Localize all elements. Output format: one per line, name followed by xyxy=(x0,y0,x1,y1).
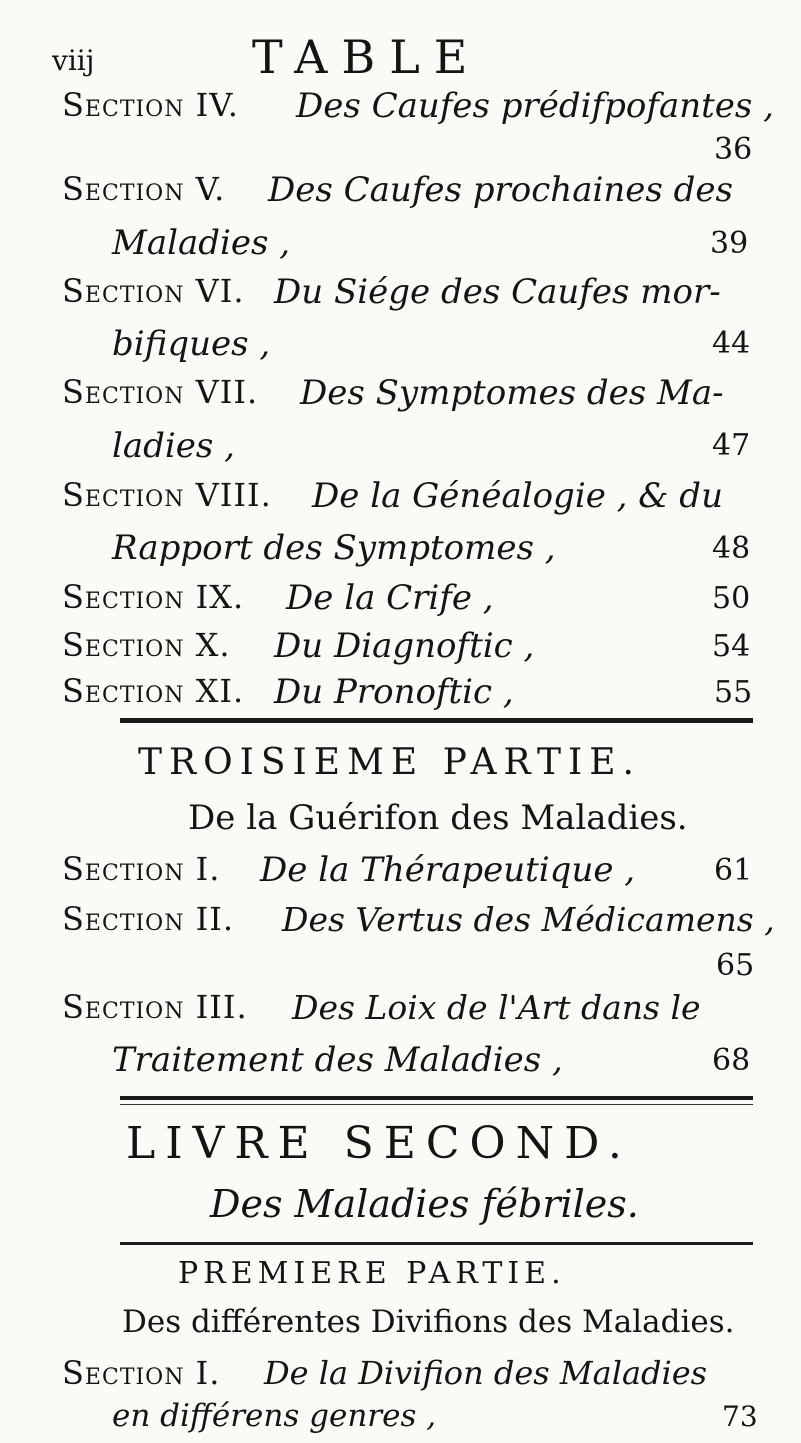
section-title: De la Divifion des Maladies xyxy=(264,1354,708,1392)
part-subtitle: Des différentes Divifions des Maladies. xyxy=(122,1304,735,1340)
section-label: Section X. xyxy=(62,626,231,664)
page-number: 47 xyxy=(712,428,751,463)
section-label: Section III. xyxy=(62,988,248,1026)
section-title: De la Généalogie , & du xyxy=(312,476,723,516)
page-number: 39 xyxy=(710,226,749,261)
divider-rule xyxy=(120,718,753,723)
section-title: Des Caufes prochaines des xyxy=(268,170,733,210)
page-number: 61 xyxy=(714,853,753,888)
section-title-cont: Traitement des Maladies , xyxy=(112,1040,563,1080)
section-label: Section IV. xyxy=(62,86,239,124)
page-number: 65 xyxy=(716,948,755,983)
section-title-cont: bifiques , xyxy=(112,324,271,364)
section-label: Section I. xyxy=(62,1354,221,1392)
section-title-cont: Rapport des Symptomes , xyxy=(112,528,556,568)
section-label: Section VIII. xyxy=(62,476,272,514)
page-number: 55 xyxy=(714,675,753,710)
section-title: Du Diagnoftic , xyxy=(274,626,535,666)
part-subtitle: De la Guérifon des Maladies. xyxy=(188,798,688,838)
page-number: 48 xyxy=(712,531,751,566)
divider-rule xyxy=(120,1104,753,1105)
section-title: Des Symptomes des Ma- xyxy=(300,373,724,413)
divider-rule xyxy=(120,1096,753,1100)
section-title: Des Loix de l'Art dans le xyxy=(292,988,701,1027)
section-title: Du Siége des Caufes mor- xyxy=(274,272,721,312)
section-label: Section I. xyxy=(62,850,221,888)
page-numeral: viij xyxy=(52,44,95,77)
section-title-cont: en différens genres , xyxy=(112,1398,437,1434)
section-label: Section VII. xyxy=(62,373,259,411)
page-number: 36 xyxy=(714,132,753,167)
section-title: Des Vertus des Médicamens , xyxy=(282,900,775,939)
section-title: Du Pronoftic , xyxy=(274,672,514,712)
page-number: 50 xyxy=(712,581,751,616)
section-label: Section II. xyxy=(62,900,235,938)
divider-rule xyxy=(120,1242,753,1245)
part-heading: PREMIERE PARTIE. xyxy=(178,1256,566,1291)
book-subtitle: Des Maladies fébriles. xyxy=(210,1182,639,1226)
page-number: 54 xyxy=(712,629,751,664)
section-label: Section VI. xyxy=(62,272,245,310)
section-label: Section IX. xyxy=(62,578,245,616)
page-number: 44 xyxy=(712,326,751,361)
section-title: De la Crife , xyxy=(286,578,494,618)
page-number: 73 xyxy=(722,1400,758,1433)
book-heading: LIVRE SECOND. xyxy=(126,1118,632,1169)
page-title: TABLE xyxy=(252,30,482,84)
section-title-cont: ladies , xyxy=(112,426,235,466)
section-title: Des Caufes prédifpofantes , xyxy=(296,86,774,126)
part-heading: TROISIEME PARTIE. xyxy=(138,742,641,783)
section-title-cont: Maladies , xyxy=(112,223,291,263)
section-label: Section V. xyxy=(62,170,226,208)
section-title: De la Thérapeutique , xyxy=(260,850,636,890)
section-label: Section XI. xyxy=(62,672,245,710)
page-number: 68 xyxy=(712,1043,751,1078)
